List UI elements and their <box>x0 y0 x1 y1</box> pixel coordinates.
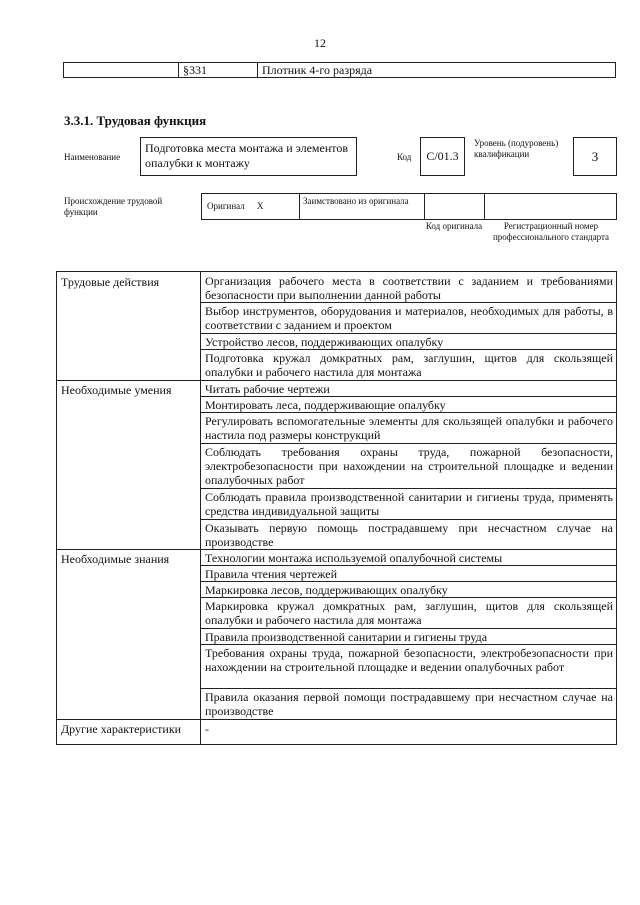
knowledge-item: Правила производственной санитарии и гигиены труда <box>205 630 488 644</box>
knowledge-item: Технологии монтажа используемой опалубочной системы <box>205 551 503 565</box>
knowledge-item: Маркировка лесов, поддерживающих опалубку <box>205 583 448 597</box>
knowledge-item: Правила чтения чертежей <box>205 567 338 581</box>
category-other: Другие характеристики <box>61 722 182 736</box>
original-mark: X <box>256 201 264 211</box>
reg-number-cell <box>484 194 616 219</box>
code-label: Код <box>397 152 412 162</box>
skill-item: Соблюдать правила производственной санитарии и гигиены труда, применять средства индивидуальной защиты <box>205 490 613 518</box>
other-item: - <box>205 722 209 736</box>
skill-item: Читать рабочие чертежи <box>205 382 330 396</box>
skill-item: Соблюдать требования охраны труда, пожарной безопасности, электробезопасности при нахождении на строительной площадке и ведении опалубочных работ <box>205 445 613 487</box>
function-level: 3 <box>573 137 617 176</box>
knowledge-item: Маркировка кружал домкратных рам, заглушин, щитов для скользящей опалубки и рабочего настила для монтажа <box>205 599 613 627</box>
section-heading: 3.3.1. Трудовая функция <box>64 113 207 128</box>
reg-number-label: Регистрационный номер профессионального стандарта <box>492 221 610 242</box>
original-code-cell <box>424 194 484 219</box>
origin-table <box>201 193 617 220</box>
name-label: Наименование <box>64 152 121 162</box>
original-code-label: Код оригинала <box>425 221 483 231</box>
skill-item: Оказывать первую помощь пострадавшему при несчастном случае на производстве <box>205 521 613 549</box>
origin-label: Происхождение трудовой функции <box>64 196 163 217</box>
function-code: С/01.3 <box>420 137 465 176</box>
knowledge-item: Правила оказания первой помощи пострадавшему при несчастном случае на производстве <box>205 690 613 718</box>
category-actions: Трудовые действия <box>61 275 160 289</box>
function-table <box>56 271 617 745</box>
original-cell <box>202 194 299 219</box>
reference-row <box>63 62 616 78</box>
skill-item: Монтировать леса, поддерживающие опалубку <box>205 398 446 412</box>
category-knowledge: Необходимые знания <box>61 552 170 566</box>
borrowed-label: Заимствовано из оригинала <box>299 194 424 219</box>
action-item: Подготовка кружал домкратных рам, заглушин, щитов для скользящей опалубки и рабочего настила для монтажа <box>205 351 613 379</box>
page-number: 12 <box>314 36 326 50</box>
category-skills: Необходимые умения <box>61 383 172 397</box>
function-name: Подготовка места монтажа и элементов опалубки к монтажу <box>140 137 357 176</box>
knowledge-item: Требования охраны труда, пожарной безопасности, электробезопасности при нахождении на строительной площадке и ведении опалубочных работ <box>205 646 613 674</box>
action-item: Организация рабочего места в соответствии с заданием и требованиями безопасности при выполнении данной работы <box>205 274 613 302</box>
skill-item: Регулировать вспомогательные элементы для скользящей опалубки и рабочего настила под размеры конструкций <box>205 414 613 442</box>
action-item: Выбор инструментов, оборудования и материалов, необходимых для работы, в соответствии с заданием и проектом <box>205 304 613 332</box>
ref-code: §331 <box>178 63 257 77</box>
original-label: Оригинал <box>207 201 245 211</box>
level-label: Уровень (подуровень) квалификации <box>474 138 559 159</box>
action-item: Устройство лесов, поддерживающих опалубку <box>205 335 444 349</box>
ref-name: Плотник 4-го разряда <box>257 63 615 77</box>
